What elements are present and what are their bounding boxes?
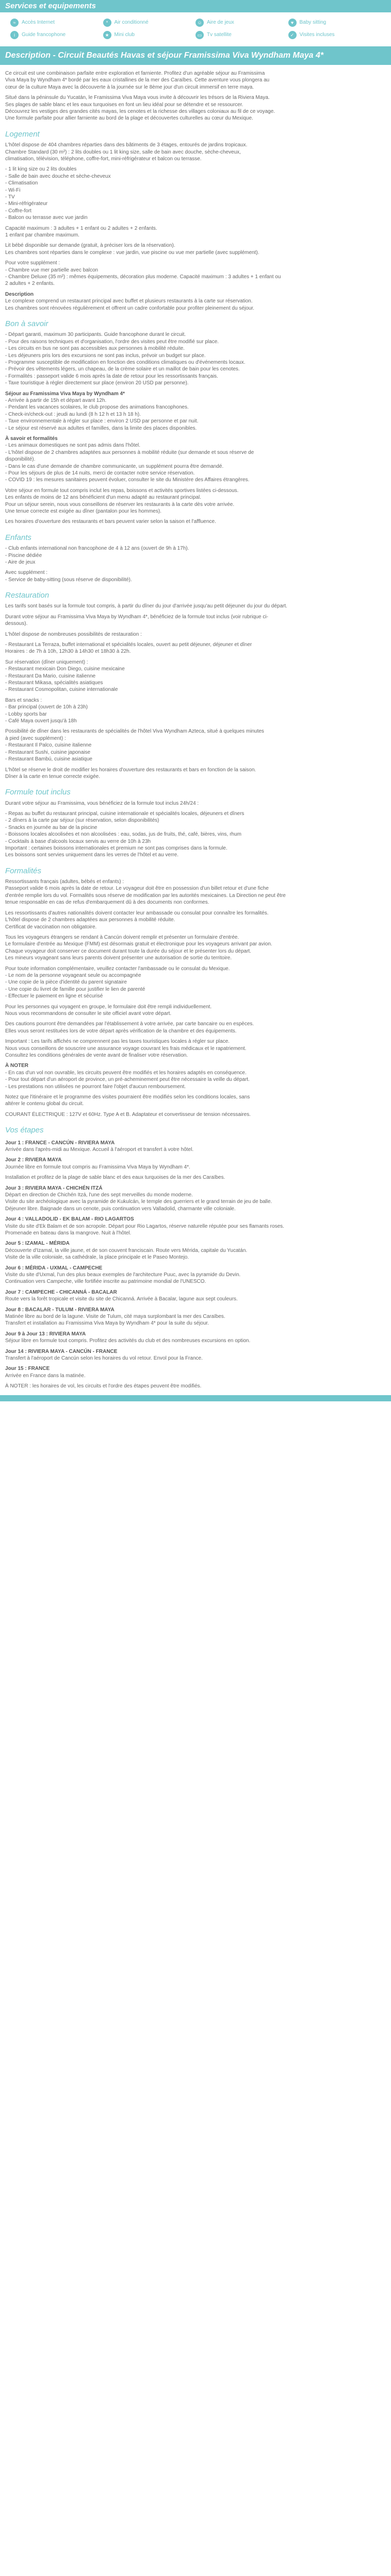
text-line: Déjeuner libre. Baignade dans un cenote, puis continuation vers Valladolid, charmante ville coloniale. <box>5 1206 236 1212</box>
text-line: - Les animaux domestiques ne sont pas admis dans l'hôtel. <box>5 443 141 449</box>
section-title: Formalités <box>5 866 42 875</box>
text-line: - Départ garanti, maximum 30 participants. Guide francophone durant le circuit. <box>5 332 186 338</box>
text-line: - Snacks en journée au bar de la piscine <box>5 824 97 831</box>
text-line: Notez que l'itinéraire et le programme des visites pourraient être modifiés selon les conditions locales, sans <box>5 1094 250 1100</box>
text-line: - Repas au buffet du restaurant principal, cuisine internationale et spécialités locales, déjeuners et dîners <box>5 810 245 817</box>
text-line: altérer le contenu global du circuit. <box>5 1101 84 1107</box>
text-line: - Restaurant Cosmopolitan, cuisine internationale <box>5 687 118 693</box>
day-heading: Jour 6 : MÉRIDA - UXMAL - CAMPECHE <box>5 1265 103 1271</box>
text-line: - Restaurant Il Palco, cuisine italienne <box>5 742 92 749</box>
text-line: À NOTER <box>5 1063 28 1069</box>
text-line: - Pendant les vacances scolaires, le club propose des animations francophones. <box>5 404 189 411</box>
playground-icon: ☺ <box>196 19 204 27</box>
text-line: Situé dans la péninsule du Yucatán, le Framissima Viva Maya vous invite à découvrir les trésors de la Riviera Maya. <box>5 95 270 101</box>
text-line: L'hôtel se réserve le droit de modifier les horaires d'ouverture des restaurants et bars en fonction de la saison. <box>5 767 256 773</box>
text-line: - COVID 19 : les mesures sanitaires peuvent évoluer, consulter le site du Ministère des Affaires étrangères. <box>5 477 250 483</box>
kids-club-icon: ★ <box>103 31 111 39</box>
text-line: Transfert à l'aéroport de Cancún selon les horaires du vol retour. Envol pour la France. <box>5 1355 203 1362</box>
text-line: Dîner à la carte en tenue correcte exigée. <box>5 773 100 779</box>
text-line: - Coffre-fort <box>5 208 31 214</box>
text-line: Pour un séjour serein, nous vous conseillons de réserver les restaurants à la carte dès votre arrivée. <box>5 501 235 507</box>
text-line: COURANT ÉLECTRIQUE : 127V et 60Hz. Type A et B. Adaptateur et convertisseur de tension nécessaires. <box>5 1111 251 1117</box>
text-line: Chaque voyageur doit conserver ce document durant toute la durée du séjour et le présenter lors du départ. <box>5 948 251 954</box>
text-line: - Check-in/check-out : jeudi au lundi (8 h 12 h et 13 h 18 h). <box>5 411 141 417</box>
day-heading: Jour 5 : IZAMAL - MÉRIDA <box>5 1241 70 1247</box>
text-line: Tous les voyageurs étrangers se rendant à Cancún doivent remplir et présenter un formulaire d'entrée. <box>5 934 239 940</box>
text-line: Transfert et installation au Framissima Viva Maya by Wyndham 4* pour la suite du séjour. <box>5 1320 209 1327</box>
text-line: Les chambres sont rénovées régulièrement et offrent un cadre confortable pour profiter pleinement du séjour. <box>5 305 254 311</box>
services-header: Services et equipements <box>0 0 391 12</box>
text-line: - Wi-Fi <box>5 187 21 193</box>
text-line: Nous vous recommandons de consulter le site officiel avant votre départ. <box>5 1010 172 1016</box>
text-line: Départ en direction de Chichén Itzá, l'une des sept merveilles du monde moderne. <box>5 1192 193 1198</box>
text-line: - Prévoir des vêtements légers, un chapeau, de la crème solaire et un maillot de bain pour les cenotes. <box>5 366 240 372</box>
section-formalites <box>5 866 386 1018</box>
day-heading: Jour 8 : BACALAR - TULUM - RIVIERA MAYA <box>5 1307 115 1313</box>
text-line: - TV <box>5 194 15 200</box>
text-line: Nous vous conseillons de souscrire une assurance voyage couvrant les frais médicaux et le rapatriement. <box>5 1045 247 1052</box>
text-line: - Balcon ou terrasse avec vue jardin <box>5 215 88 221</box>
text-line: Promenade en bateau dans la mangrove. Nuit à l'hôtel. <box>5 1230 132 1236</box>
text-line: Arrivée en France dans la matinée. <box>5 1372 86 1379</box>
section-title: Restauration <box>5 591 50 600</box>
service-label: Accès Internet <box>22 20 55 26</box>
text-line: Ressortissants français (adultes, bébés et enfants) : <box>5 879 124 885</box>
text-line: - L'hôtel dispose de 2 chambres adaptées aux personnes à mobilité réduite (sur demande et sous réserve de <box>5 449 254 455</box>
text-line: - Service de baby-sitting (sous réserve de disponibilité). <box>5 577 132 583</box>
text-line: Matinée libre au bord de la lagune. Visite de Tulum, cité maya surplombant la mer des Caraïbes. <box>5 1314 225 1320</box>
day-heading: Jour 9 à Jour 13 : RIVIERA MAYA <box>5 1331 86 1337</box>
text-line: - Taxe environnementale à régler sur place : environ 2 USD par personne et par nuit. <box>5 418 199 425</box>
text-line: - Climatisation <box>5 180 38 187</box>
text-line: Possibilité de dîner dans les restaurants de spécialités de l'hôtel Viva Wyndham Azteca, situé à quelques minutes <box>5 728 264 735</box>
text-line: - Chambre vue mer partielle avec balcon <box>5 267 99 273</box>
description-header: Description - Circuit Beautés Havas et séjour Framissima Viva Wyndham Maya 4* <box>0 46 391 65</box>
text-line: - Club enfants international non francophone de 4 à 12 ans (ouvert de 9h à 17h). <box>5 546 189 552</box>
text-line: Viva Maya by Wyndham 4* bordé par les eaux cristallines de la mer des Caraïbes. Cette aventure vous plongera au <box>5 77 270 83</box>
text-line: - Bar principal (ouvert de 10h à 23h) <box>5 704 88 710</box>
text-line: - Pour les séjours de plus de 14 nuits, merci de contacter notre service réservation. <box>5 470 195 476</box>
text-line: Les mineurs voyageant sans leurs parents doivent présenter une autorisation de sortie du territoire. <box>5 955 232 961</box>
tv-icon: ▭ <box>196 31 204 39</box>
text-line: Important : certaines boissons internationales et premium ne sont pas comprises dans la formule. <box>5 845 227 851</box>
text-line: 2 adultes + 2 enfants. <box>5 281 55 287</box>
text-line: à pied (avec supplément) : <box>5 735 66 741</box>
service-item <box>10 19 103 27</box>
text-line: Visite de la ville coloniale, sa cathédrale, la place principale et le Paseo Montejo. <box>5 1255 189 1261</box>
text-line: Description <box>5 291 34 297</box>
text-line: L'hôtel dispose de 2 chambres adaptées aux personnes à mobilité réduite. <box>5 917 175 923</box>
text-line: Certificat de vaccination non obligatoire. <box>5 924 97 930</box>
section-title: Vos étapes <box>5 1126 44 1135</box>
text-line: - Taxe touristique à régler directement sur place (environ 20 USD par personne). <box>5 380 189 386</box>
service-label: Baby sitting <box>299 20 327 26</box>
text-line: cœur de la culture Maya avec la découverte à la journée sur le 8ème jour d'un circuit immersif en terre maya. <box>5 84 254 90</box>
text-line: disponibilité). <box>5 456 36 463</box>
text-line: Les horaires d'ouverture des restaurants et bars peuvent varier selon la saison et l'affluence. <box>5 519 216 525</box>
text-line: Durant votre séjour au Framissima, vous bénéficiez de la formule tout inclus 24h/24 : <box>5 800 199 806</box>
text-line: Passeport valide 6 mois après la date de retour. Le voyageur doit être en possession d'un billet retour et d'une fiche <box>5 886 269 892</box>
text-line: - Les prestations non utilisées ne pourront faire l'objet d'aucun remboursement. <box>5 1083 186 1090</box>
text-line: Arrivée dans l'après-midi au Mexique. Accueil à l'aéroport et transfert à votre hôtel. <box>5 1146 194 1153</box>
service-label: Tv satellite <box>207 32 232 38</box>
text-line: - Café Maya ouvert jusqu'à 18h <box>5 718 77 724</box>
text-line: Avec supplément : <box>5 570 48 576</box>
text-line: Les chambres sont réparties dans le complexe : vue jardin, vue piscine ou vue mer partielle (avec supplément). <box>5 249 259 256</box>
text-line: dessous). <box>5 621 28 627</box>
baby-icon: ♥ <box>288 19 297 27</box>
text-line: Pour toute information complémentaire, veuillez contacter l'ambassade ou le consulat du Mexique. <box>5 965 230 972</box>
text-line: Consultez les conditions générales de vente avant de finaliser votre réservation. <box>5 1053 188 1058</box>
text-line: - Arrivée à partir de 15h et départ avant 12h. <box>5 397 107 403</box>
text-line: Découverte d'Izamal, la ville jaune, et de son couvent franciscain. Route vers Mérida, capitale du Yucatán. <box>5 1247 248 1253</box>
section-logement <box>5 129 386 312</box>
text-line: - Pour des raisons techniques et d'organisation, l'ordre des visites peut être modifié sur place. <box>5 338 219 345</box>
text-line: - Dans le cas d'une demande de chambre communicante, un supplément pourra être demandé. <box>5 463 224 469</box>
text-line: Pour les personnes qui voyagent en groupe, le formulaire doit être rempli individuellement. <box>5 1004 212 1010</box>
day-heading: Jour 2 : RIVIERA MAYA <box>5 1157 62 1163</box>
section-title: Enfants <box>5 533 31 542</box>
visit-icon: ✓ <box>288 31 297 39</box>
text-line: - Mini-réfrigérateur <box>5 201 48 207</box>
section-programme <box>5 1125 386 1389</box>
text-line: Le complexe comprend un restaurant principal avec buffet et plusieurs restaurants à la carte sur réservation. <box>5 298 253 304</box>
text-line: Ce circuit est une combinaison parfaite entre exploration et farniente. Profitez d'un agréable séjour au Framissima <box>5 71 265 76</box>
text-line: Visite du site d'Ek Balam et de son acropole. Départ pour Rio Lagartos, réserve naturelle réputée pour ses flamants roses. <box>5 1223 284 1229</box>
text-line: À savoir et formalités <box>5 435 58 442</box>
text-line: - 1 lit king size ou 2 lits doubles <box>5 166 77 173</box>
text-line: - Le séjour est réservé aux adultes et familles, dans la limite des places disponibles. <box>5 425 197 431</box>
text-line: tenue responsable en cas de refus d'embarquement dû à des documents non conformes. <box>5 900 209 906</box>
text-line: Votre séjour en formule tout compris inclut les repas, boissons et activités sportives listées ci-dessous. <box>5 487 239 494</box>
section-cautions <box>5 1021 386 1118</box>
text-line: L'hôtel dispose de nombreuses possibilités de restauration : <box>5 631 142 637</box>
services-list <box>0 12 391 46</box>
text-line: Découvrez les vestiges des grandes cités mayas, les cenotes et la richesse des villages coloniaux au fil de ce voyage. <box>5 109 275 115</box>
text-line: Séjour libre en formule tout compris. Profitez des activités du club et des nombreuses excursions en option. <box>5 1338 251 1344</box>
text-line: Durant votre séjour au Framissima Viva Maya by Wyndham 4*, bénéficiez de la formule tout inclus (voir rubrique ci- <box>5 614 268 620</box>
text-line: d'entrée remplie lors du vol. Formalités sous réserve de modification par les autorités mexicaines. La Direction ne peut être <box>5 892 286 899</box>
section-restauration <box>5 590 386 780</box>
day-heading: Jour 4 : VALLADOLID - EK BALAM - RIO LAGARTOS <box>5 1216 134 1223</box>
text-line: Le formulaire d'entrée au Mexique (FMM) est désormais gratuit et électronique pour les voyageurs arrivant par avion. <box>5 941 272 947</box>
text-line: Les enfants de moins de 12 ans bénéficient d'un menu adapté au restaurant principal. <box>5 495 201 501</box>
text-line: Les boissons sont servies uniquement dans les verres de l'hôtel et au verre. <box>5 852 178 858</box>
service-item <box>196 19 288 27</box>
day-heading: Jour 3 : RIVIERA MAYA - CHICHÉN ITZÁ <box>5 1185 103 1191</box>
text-line: - Effectuer le paiement en ligne et sécurisé <box>5 993 103 999</box>
service-item <box>10 31 103 39</box>
text-line: Lit bébé disponible sur demande (gratuit, à préciser lors de la réservation). <box>5 243 175 249</box>
text-line: Une tenue correcte est exigée au dîner (pantalon pour les hommes). <box>5 509 161 515</box>
text-line: Important : Les tarifs affichés ne comprennent pas les taxes touristiques locales à régler sur place. <box>5 1039 230 1045</box>
text-line: Une formule parfaite pour allier farniente au bord de la plage et découvertes culturelles au cœur du Mexique. <box>5 115 253 122</box>
text-line: - Aire de jeux <box>5 559 36 565</box>
service-label: Visites incluses <box>299 32 335 38</box>
text-line: Les tarifs sont basés sur la formule tout compris, à partir du dîner du jour d'arrivée jusqu'au petit déjeuner du jour du départ. <box>5 603 287 609</box>
text-line: - Chambre Deluxe (35 m²) : mêmes équipements, décoration plus moderne. Capacité maximum : 3 adultes + 1 enfant ou <box>5 274 281 280</box>
service-label: Guide francophone <box>22 32 66 38</box>
day-heading: Jour 7 : CAMPECHE - CHICANNÁ - BACALAR <box>5 1289 117 1295</box>
text-line: - Les circuits en bus ne sont pas accessibles aux personnes à mobilité réduite. <box>5 346 185 352</box>
section-restauration-info <box>5 487 386 526</box>
text-line: - Une copie du livret de famille pour justifier le lien de parenté <box>5 986 145 992</box>
service-label: Aire de jeux <box>207 20 234 26</box>
text-line: - Salle de bain avec douche et sèche-cheveux <box>5 173 111 179</box>
service-label: Air conditionné <box>114 20 149 26</box>
day-heading: Jour 1 : FRANCE - CANCÚN - RIVIERA MAYA <box>5 1140 115 1146</box>
text-line: Des cautions pourront être demandées par l'établissement à votre arrivée, par carte bancaire ou en espèces. <box>5 1021 254 1027</box>
text-line: Bars et snacks : <box>5 697 42 703</box>
description-content <box>0 65 391 1390</box>
day-heading: Jour 14 : RIVIERA MAYA - CANCÚN - FRANCE <box>5 1348 118 1354</box>
text-line: - Boissons locales alcoolisées et non alcoolisées : eau, sodas, jus de fruits, thé, café, bières, vins, rhum <box>5 832 242 838</box>
service-label: Mini club <box>114 32 135 38</box>
service-item <box>288 31 381 39</box>
footer-bar <box>0 1395 391 1401</box>
text-line: - Restaurant Sushi, cuisine japonaise <box>5 749 91 755</box>
text-line: - Programme susceptible de modification en fonction des conditions climatiques ou d'événements locaux. <box>5 359 246 365</box>
text-line: - Cocktails à base d'alcools locaux servis au verre de 10h à 23h <box>5 838 151 844</box>
text-line: - Le nom de la personne voyageant seule ou accompagnée <box>5 972 141 978</box>
section-bon-a-savoir <box>5 319 386 484</box>
section-title: Bon à savoir <box>5 319 48 329</box>
text-line: - Lobby sports bar <box>5 711 47 717</box>
text-line: - Restaurant Mikasa, spécialités asiatiques <box>5 680 103 686</box>
text-line: Route vers la forêt tropicale et visite du site de Chicanná. Arrivée à Bacalar, lagune aux sept couleurs. <box>5 1296 238 1302</box>
section-formule <box>5 787 386 859</box>
text-line: - Les déjeuners pris lors des excursions ne sont pas inclus, prévoir un budget sur place. <box>5 352 206 359</box>
text-line: - Piscine dédiée <box>5 552 42 558</box>
text-line: À NOTER : les horaires de vol, les circuits et l'ordre des étapes peuvent être modifiés. <box>5 1383 202 1389</box>
section-title: Logement <box>5 129 40 139</box>
service-item <box>196 31 288 39</box>
text-line: Continuation vers Campeche, ville fortifiée inscrite au patrimoine mondial de l'UNESCO. <box>5 1279 206 1285</box>
text-line: - Restaurant Da Mario, cuisine italienne <box>5 673 96 679</box>
text-line: Journée libre en formule tout compris au Framissima Viva Maya by Wyndham 4*. <box>5 1164 190 1170</box>
text-line: Les ressortissants d'autres nationalités doivent contacter leur ambassade ou consulat pour connaître les formalités. <box>5 910 269 916</box>
snowflake-icon: * <box>103 19 111 27</box>
text-line: Séjour au Framissima Viva Maya by Wyndham 4* <box>5 391 125 397</box>
guide-icon: i <box>10 31 19 39</box>
text-line: Pour votre supplément : <box>5 260 60 266</box>
text-line: - Une copie de la pièce d'identité du parent signataire <box>5 979 127 986</box>
text-line: Visite du site archéologique avec la pyramide de Kukulcán, le temple des guerriers et le grand terrain de jeu de balle. <box>5 1199 272 1205</box>
text-line: Visite du site d'Uxmal, l'un des plus beaux exemples de l'architecture Puuc, avec la pyramide du Devin. <box>5 1272 241 1278</box>
text-line: Installation et profitez de la plage de sable blanc et des eaux turquoises de la mer des Caraïbes. <box>5 1175 225 1181</box>
section-enfants <box>5 533 386 583</box>
service-item <box>103 19 196 27</box>
section-title: Formule tout inclus <box>5 788 71 797</box>
wifi-icon: ≈ <box>10 19 19 27</box>
text-line: Capacité maximum : 3 adultes + 1 enfant ou 2 adultes + 2 enfants. <box>5 225 157 231</box>
text-line: Chambre Standard (30 m²) : 2 lits doubles ou 1 lit king size, salle de bain avec douche, sèche-cheveux, <box>5 149 241 155</box>
text-line: - 2 dîners à la carte par séjour (sur réservation, selon disponibilités) <box>5 818 159 824</box>
text-line: climatisation, télévision, téléphone, coffre-fort, mini-réfrigérateur et balcon ou terrasse. <box>5 156 202 162</box>
text-line: - Restaurant La Terraza, buffet international et spécialités locales, ouvert au petit déjeuner, déjeuner et dîner <box>5 642 252 648</box>
text-line: - Pour tout départ d'un aéroport de province, un pré-acheminement peut être nécessaire la veille du départ. <box>5 1077 250 1083</box>
text-line: L'hôtel dispose de 404 chambres réparties dans des bâtiments de 3 étages, entourés de jardins tropicaux. <box>5 142 248 148</box>
day-heading: Jour 15 : FRANCE <box>5 1366 50 1372</box>
text-line: Sur réservation (dîner uniquement) : <box>5 659 88 665</box>
service-item <box>103 31 196 39</box>
service-item <box>288 19 381 27</box>
text-line: Elles vous seront restituées lors de votre départ après vérification de la chambre et des équipements. <box>5 1028 237 1034</box>
text-line: - Formalités : passeport valide 6 mois après la date de retour pour les ressortissants français. <box>5 373 218 379</box>
text-line: Horaires : de 7h à 10h, 12h30 à 14h30 et 18h30 à 22h. <box>5 649 131 655</box>
text-line: Ses plages de sable blanc et les eaux turquoises en font un lieu idéal pour se détendre et se ressourcer. <box>5 101 243 108</box>
text-line: - Restaurant Bambú, cuisine asiatique <box>5 756 92 762</box>
text-line: - Restaurant mexicain Don Diego, cuisine mexicaine <box>5 666 125 672</box>
text-line: 1 enfant par chambre maximum. <box>5 232 79 238</box>
section-intro <box>5 70 386 122</box>
text-line: - En cas d'un vol non ouvrable, les circuits peuvent être modifiés et les horaires adaptés en conséquence. <box>5 1070 247 1076</box>
